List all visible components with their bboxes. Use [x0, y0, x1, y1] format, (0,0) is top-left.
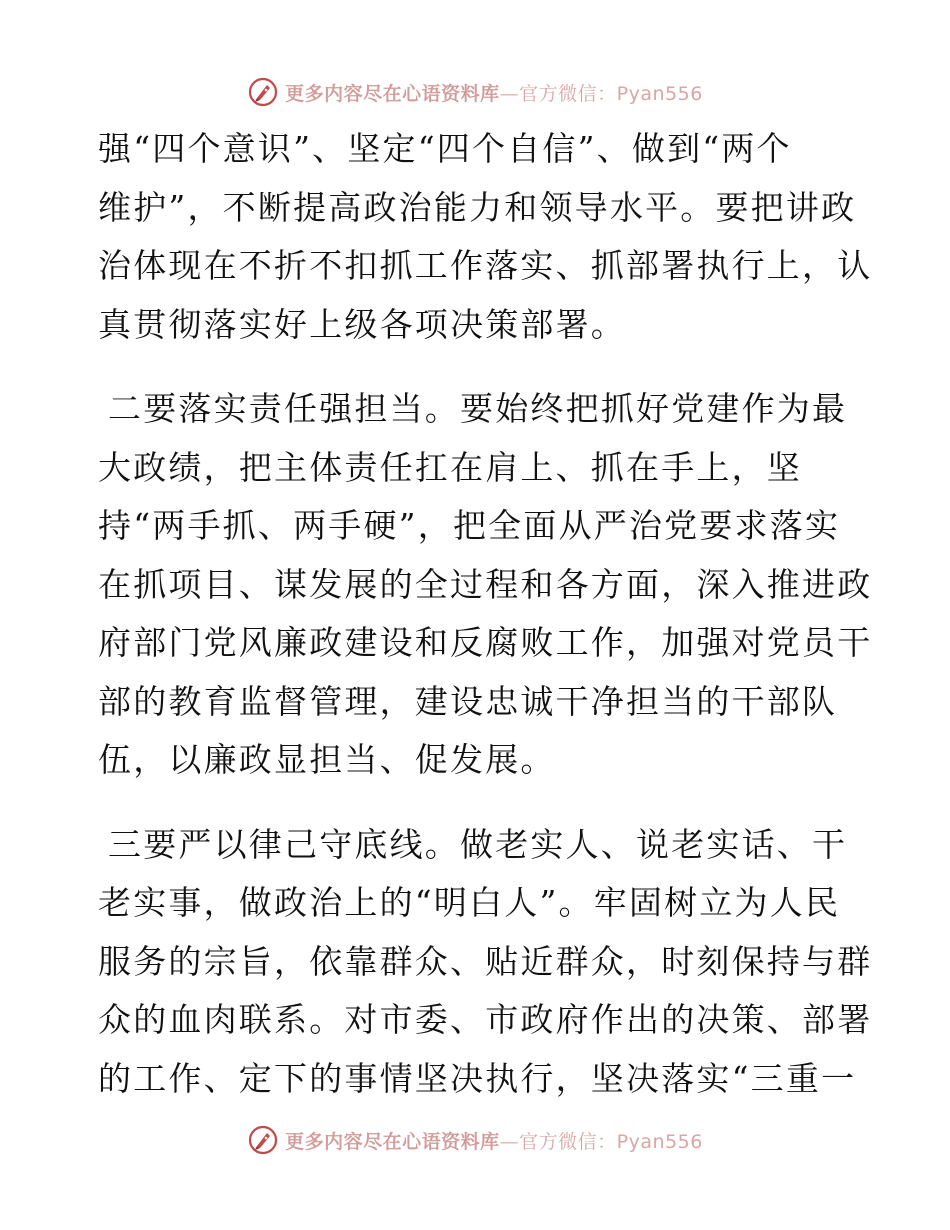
text-line: 二要落实责任强担当。要始终把抓好党建作为最 [108, 389, 848, 428]
logo-icon [247, 76, 279, 108]
footer-watermark [0, 1120, 950, 1160]
text-line: 维护”，不断提高政治能力和领导水平。要把讲政 [98, 187, 857, 227]
text-line: 真贯彻落实好上级各项决策部署。 [98, 304, 626, 344]
text-line: 持“两手抓、两手硬”，把全面从严治党要求落实 [98, 506, 841, 545]
text-line: 治体现在不折不扣抓工作落实、抓部署执行上，认 [98, 246, 873, 285]
watermark-text [285, 79, 703, 106]
text-line: 服务的宗旨，依靠群众、贴近群众，时刻保持与群 [98, 941, 873, 981]
paragraph-3 [98, 816, 873, 1109]
paragraph-spacer [98, 354, 858, 380]
text-line: 老实事，做政治上的“明白人”。牢固树立为人民 [98, 883, 841, 922]
watermark-text [285, 1127, 703, 1154]
logo-icon [247, 1124, 279, 1156]
watermark-contact: 官方微信：Pyan556 [519, 1130, 703, 1153]
text-line: 在抓项目、谋发展的全过程和各方面，深入推进政 [98, 564, 873, 604]
document-body [98, 120, 873, 1108]
watermark-contact: 官方微信：Pyan556 [519, 82, 703, 105]
header-watermark [0, 72, 950, 112]
watermark-main: 更多内容尽在心语资料库 [285, 82, 500, 105]
text-line: 三要严以律己守底线。做老实人、说老实话、干 [108, 824, 848, 864]
watermark-separator: — [499, 82, 520, 105]
paragraph-1 [98, 120, 873, 354]
text-line: 大政绩，把主体责任扛在肩上、抓在手上，坚 [98, 447, 802, 487]
watermark-separator: — [499, 1130, 520, 1153]
text-line: 部的教育监督管理，建设忠诚干净担当的干部队 [98, 681, 838, 721]
watermark-main: 更多内容尽在心语资料库 [285, 1130, 500, 1153]
text-line: 强“四个意识”、坚定“四个自信”、做到“两个 [98, 129, 792, 168]
paragraph-2 [98, 380, 873, 790]
text-line: 伍，以廉政显担当、促发展。 [98, 740, 556, 779]
text-line: 的工作、定下的事情坚决执行，坚决落实“三重一 [98, 1058, 857, 1098]
paragraph-spacer [98, 790, 858, 816]
text-line: 府部门党风廉政建设和反腐败工作，加强对党员干 [98, 623, 873, 662]
text-line: 众的血肉联系。对市委、市政府作出的决策、部署 [98, 1000, 873, 1039]
